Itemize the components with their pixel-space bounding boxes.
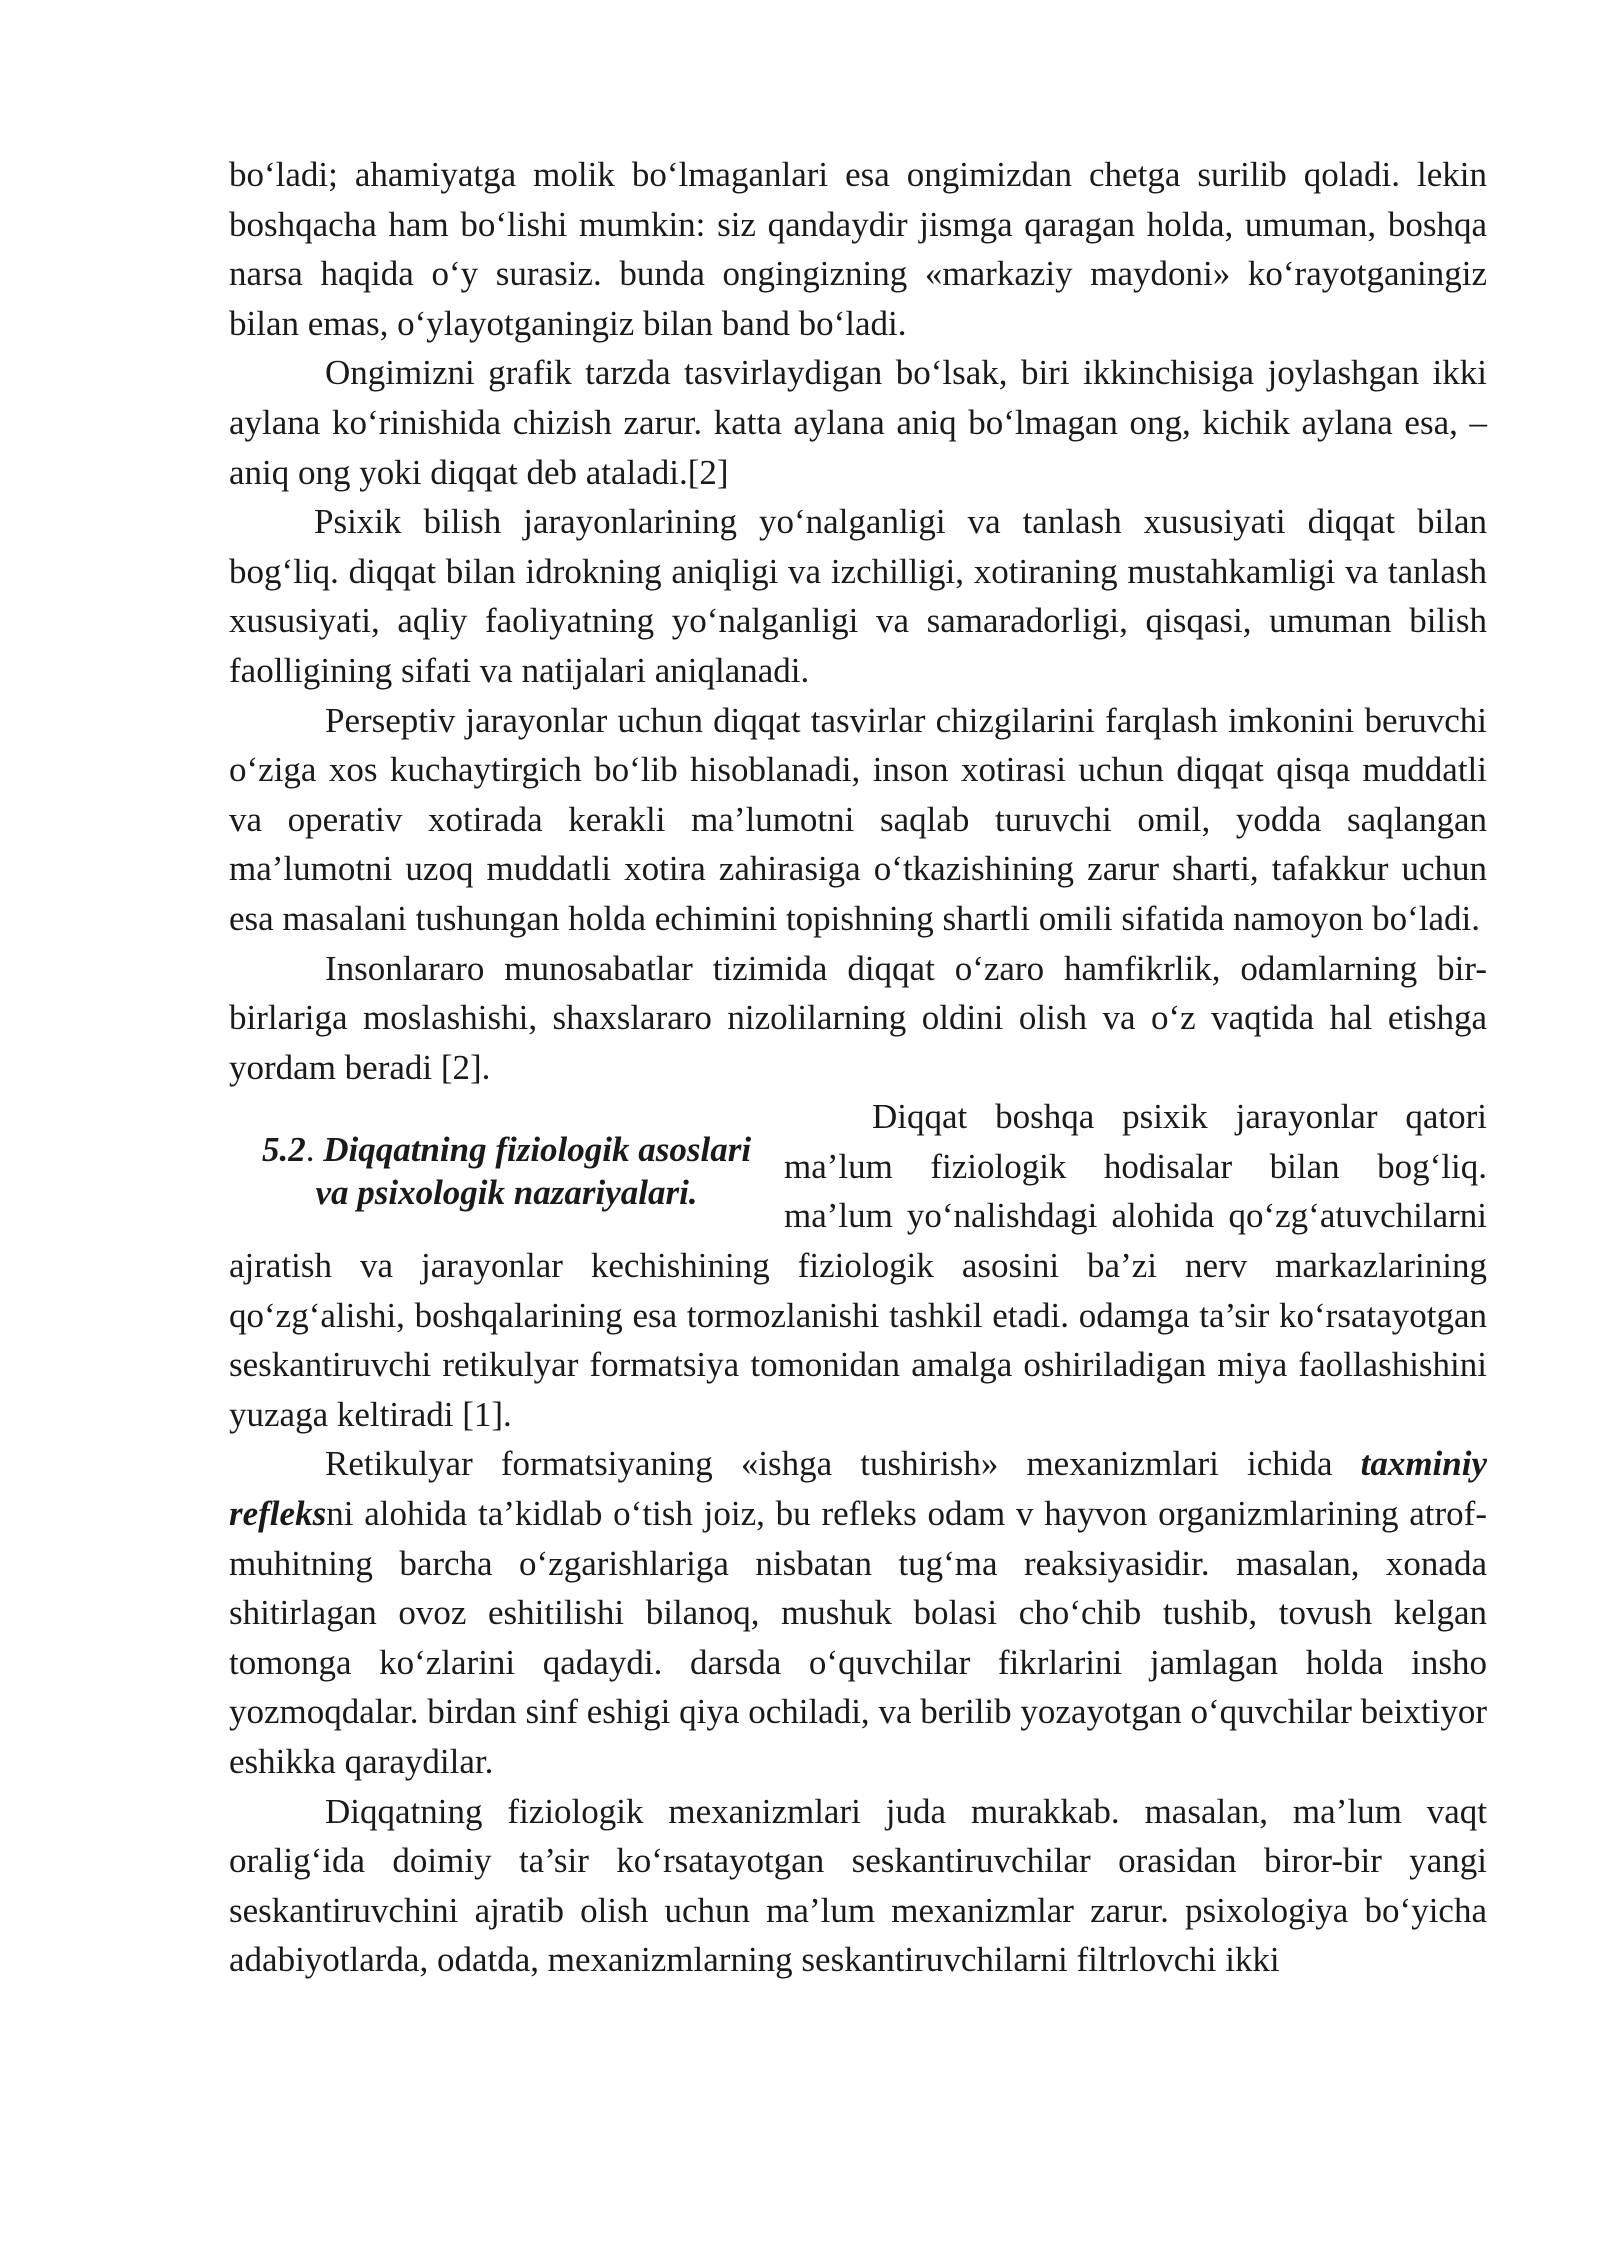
section-number: 5.2	[261, 1130, 306, 1170]
section-title-line-1: Diqqatning fiziologik asoslari	[323, 1130, 752, 1170]
paragraph-6-text: Diqqat boshqa psixik jarayonlar qatori ma’lum fiziologik hodisalar bilan bog‘liq. ma’lum yo‘nalishdagi alohida qo‘zg‘atuvchilarni ajratish va jarayonlar kechishining fiziologik asosini ba’zi nerv markazlarining qo‘zg‘alishi, boshqalarining esa tormozlanishi tashkil etadi. odamga ta’sir ko‘rsatayotgan seskantiruvchi retikulyar formatsiya tomonidan amalga oshiriladigan miya faollashishini yuzaga keltiradi [1].	[229, 1097, 1487, 1434]
paragraph-2: Ongimizni grafik tarzda tasvirlaydigan bo‘lsak, biri ikkinchisiga joylashgan ikki aylana ko‘rinishida chizish zarur. katta aylana aniq bo‘lmagan ong, kichik aylana esa, – aniq ong yoki diqqat deb ataladi.[2]	[229, 353, 1487, 492]
section-number-separator: .	[305, 1130, 315, 1170]
paragraph-5: Insonlararo munosabatlar tizimida diqqat o‘zaro hamfikrlik, odamlarning bir-birlariga moslashishi, shaxslararo nizolilarning oldini olish va o‘z vaqtida hal etishga yordam beradi [2].	[229, 948, 1487, 1087]
paragraph-8: Diqqatning fiziologik mexanizmlari juda murakkab. masalan, ma’lum vaqt oralig‘ida doimiy ta’sir ko‘rsatayotgan seskantiruvchilar orasidan biror-bir yangi seskantiruvchini ajratib olish uchun ma’lum mexanizmlar zarur. psixologiya bo‘yicha adabiyotlarda, odatda, mexanizmlarning seskantiruvchilarni filtrlovchi ikki	[229, 1791, 1487, 1980]
section-title-line-2: va psixologik nazariyalari.	[315, 1173, 698, 1213]
paragraph-4: Perseptiv jarayonlar uchun diqqat tasvirlar chizgilarini farqlash imkonini beruvchi o‘ziga xos kuchaytirgich bo‘lib hisoblanadi, inson xotirasi uchun diqqat qisqa muddatli va operativ xotirada kerakli ma’lumotni saqlab turuvchi omil, yodda saqlangan ma’lumotni uzoq muddatli xotira zahirasiga o‘tkazishining zarur sharti, tafakkur uchun esa masalani tushungan holda echimini topishning shartli omili sifatida namoyon bo‘ladi.	[229, 700, 1487, 938]
term-taxminiy-refleks: taxminiy refleks	[229, 1444, 1487, 1534]
document-body	[229, 150, 1487, 1985]
section-heading	[229, 1128, 784, 1214]
paragraph-3: Psixik bilish jarayonlarining yo‘nalganligi va tanlash xususiyati diqqat bilan bog‘liq. diqqat bilan idrokning aniqligi va izchilligi, xotiraning mustahkamligi va tanlash xususiyati, aqliy faoliyatning yo‘nalganligi va samaradorligi, qisqasi, umuman bilish faolligining sifati va natijalari aniqlanadi.	[229, 502, 1487, 690]
paragraph-7	[229, 1439, 1487, 1786]
paragraph-1: bo‘ladi; ahamiyatga molik bo‘lmaganlari esa ongimizdan chetga surilib qoladi. lekin boshqacha ham bo‘lishi mumkin: siz qandaydir jismga qaragan holda, umuman, boshqa narsa haqida o‘y surasiz. bunda ongingizning «markaziy maydoni» ko‘rayotganingiz bilan emas, o‘ylayotganingiz bilan band bo‘ladi.	[229, 155, 1487, 343]
paragraph-7-end: ni alohida ta’kidlab o‘tish joiz, bu refleks odam v hayvon organizmlarining atrof-muhitning barcha o‘zgarishlariga nisbatan tug‘ma reaksiyasidir. masalan, xonada shitirlagan ovoz eshitilishi bilanoq, mushuk bolasi cho‘chib tushib, tovush kelgan tomonga ko‘zlarini qadaydi. darsda o‘quvchilar fikrlarini jamlagan holda insho yozmoqdalar. birdan sinf eshigi qiya ochiladi, va berilib yozayotgan o‘quvchilar beixtiyor eshikka qaraydilar.	[229, 1494, 1487, 1781]
paragraph-7-start: Retikulyar formatsiyaning «ishga tushirish» mexanizmlari ichida	[325, 1444, 1361, 1484]
